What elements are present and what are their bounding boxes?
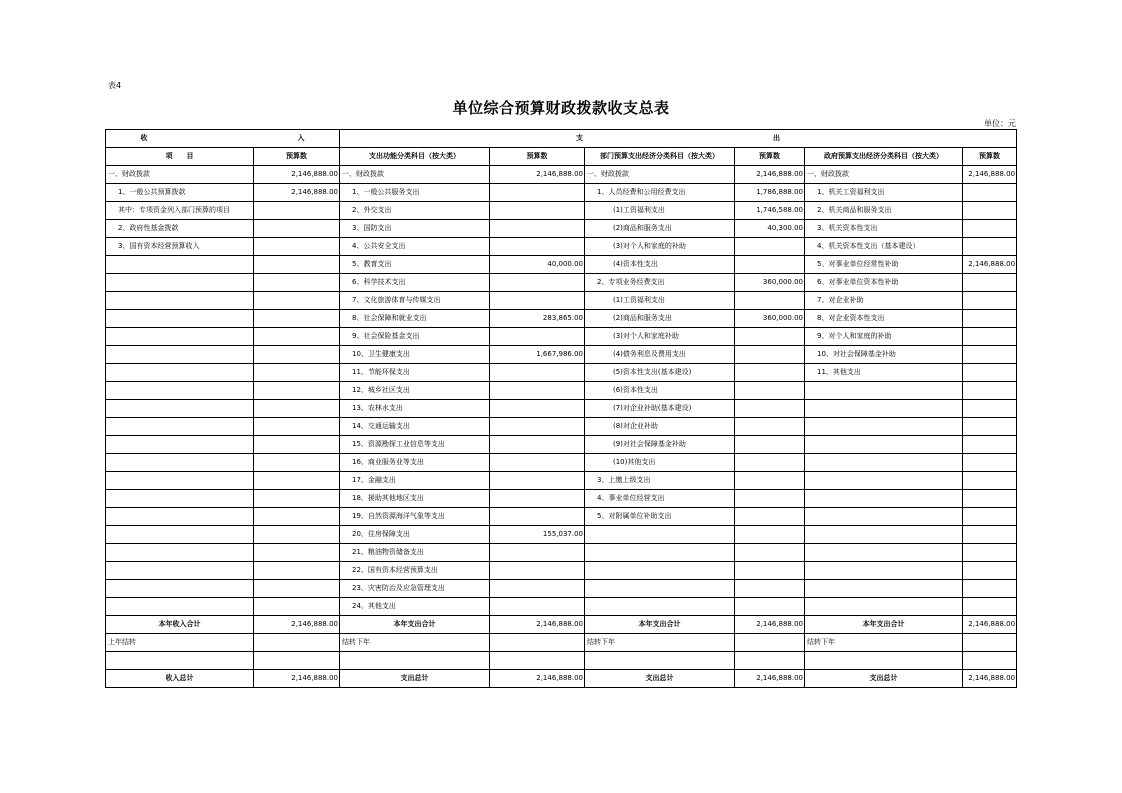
income-budget-cell <box>254 202 340 220</box>
page-title: 单位综合预算财政拨款收支总表 <box>452 99 670 117</box>
year-expense-label: 本年支出合计 <box>340 616 490 634</box>
dept-econ-budget-cell <box>735 490 805 508</box>
income-item-cell <box>106 418 254 436</box>
carry-prev-label: 上年结转 <box>106 634 254 652</box>
dept-econ-item-cell: 5、对附属单位补助支出 <box>585 508 735 526</box>
func-item-cell: 12、城乡社区支出 <box>340 382 490 400</box>
dept-econ-budget-cell <box>735 346 805 364</box>
income-budget-cell: 2,146,888.00 <box>254 184 340 202</box>
func-budget-cell <box>490 238 585 256</box>
func-budget-cell <box>490 508 585 526</box>
gov-econ-item-cell <box>805 544 963 562</box>
dept-econ-item-cell: (2)商品和服务支出 <box>585 310 735 328</box>
func-item-cell: 11、节能环保支出 <box>340 364 490 382</box>
income-budget-cell <box>254 310 340 328</box>
func-budget-cell <box>490 184 585 202</box>
func-budget-cell <box>490 436 585 454</box>
gov-econ-budget-cell <box>963 184 1017 202</box>
year-expense-value: 2,146,888.00 <box>490 616 585 634</box>
gov-econ-item-cell: 8、对企业资本性支出 <box>805 310 963 328</box>
income-budget-cell <box>254 562 340 580</box>
col-header-budget: 预算数 <box>963 148 1017 166</box>
expense-total-label: 支出总计 <box>805 670 963 688</box>
dept-econ-budget-cell <box>735 382 805 400</box>
func-item-cell: 3、国防支出 <box>340 220 490 238</box>
dept-econ-budget-cell <box>735 292 805 310</box>
income-item-cell <box>106 328 254 346</box>
carry-next-value <box>735 634 805 652</box>
dept-econ-item-cell: 2、专项业务经费支出 <box>585 274 735 292</box>
income-budget-cell <box>254 274 340 292</box>
income-total-value: 2,146,888.00 <box>254 670 340 688</box>
func-budget-cell <box>490 472 585 490</box>
gov-econ-budget-cell <box>963 544 1017 562</box>
gov-econ-item-cell: 3、机关资本性支出 <box>805 220 963 238</box>
dept-econ-budget-cell <box>735 454 805 472</box>
income-item-cell <box>106 508 254 526</box>
col-header-budget: 预算数 <box>254 148 340 166</box>
income-budget-cell <box>254 544 340 562</box>
dept-econ-budget-cell <box>735 526 805 544</box>
income-item-cell: 1、一般公共预算拨款 <box>106 184 254 202</box>
expense-total-label: 支出总计 <box>340 670 490 688</box>
dept-econ-budget-cell: 360,000.00 <box>735 274 805 292</box>
dept-econ-item-cell: 1、人员经费和公用经费支出 <box>585 184 735 202</box>
gov-econ-item-cell: 10、对社会保障基金补助 <box>805 346 963 364</box>
gov-econ-item-cell: 一、财政拨款 <box>805 166 963 184</box>
carry-next-value <box>490 634 585 652</box>
gov-econ-item-cell <box>805 382 963 400</box>
year-expense-value: 2,146,888.00 <box>735 616 805 634</box>
carry-next-label: 结转下年 <box>340 634 490 652</box>
gov-econ-budget-cell: 2,146,888.00 <box>963 166 1017 184</box>
gov-econ-item-cell <box>805 436 963 454</box>
income-budget-cell <box>254 580 340 598</box>
gov-econ-item-cell <box>805 508 963 526</box>
dept-econ-budget-cell <box>735 508 805 526</box>
gov-econ-item-cell <box>805 580 963 598</box>
dept-econ-item-cell: (1)工资福利支出 <box>585 202 735 220</box>
func-item-cell: 14、交通运输支出 <box>340 418 490 436</box>
income-budget-cell <box>254 292 340 310</box>
dept-econ-budget-cell <box>735 400 805 418</box>
func-budget-cell <box>490 418 585 436</box>
dept-econ-budget-cell: 1,746,588.00 <box>735 202 805 220</box>
expense-total-value: 2,146,888.00 <box>963 670 1017 688</box>
func-item-cell: 2、外交支出 <box>340 202 490 220</box>
dept-econ-item-cell: (7)对企业补助(基本建设) <box>585 400 735 418</box>
col-header-budget: 预算数 <box>735 148 805 166</box>
table-row <box>106 220 1017 238</box>
dept-econ-item-cell: (3)对个人和家庭的补助 <box>585 238 735 256</box>
dept-econ-item-cell: (6)资本性支出 <box>585 382 735 400</box>
gov-econ-budget-cell <box>963 310 1017 328</box>
income-budget-cell <box>254 220 340 238</box>
income-item-cell <box>106 580 254 598</box>
income-item-cell <box>106 310 254 328</box>
dept-econ-item-cell: 一、财政拨款 <box>585 166 735 184</box>
func-item-cell: 20、住房保障支出 <box>340 526 490 544</box>
table-row <box>106 490 1017 508</box>
dept-econ-item-cell: (1)工资福利支出 <box>585 292 735 310</box>
income-budget-cell <box>254 400 340 418</box>
func-budget-cell <box>490 292 585 310</box>
income-item-cell <box>106 562 254 580</box>
func-budget-cell <box>490 328 585 346</box>
gov-econ-budget-cell <box>963 328 1017 346</box>
table-row <box>106 400 1017 418</box>
unit-label: 单位：元 <box>984 119 1016 128</box>
income-budget-cell <box>254 418 340 436</box>
table-row <box>106 562 1017 580</box>
income-budget-cell <box>254 508 340 526</box>
income-item-cell <box>106 436 254 454</box>
func-item-cell: 22、国有资本经营预算支出 <box>340 562 490 580</box>
income-item-cell: 一、财政拨款 <box>106 166 254 184</box>
func-item-cell: 23、灾害防治及应急管理支出 <box>340 580 490 598</box>
income-item-cell <box>106 544 254 562</box>
func-budget-cell: 40,000.00 <box>490 256 585 274</box>
year-income-label: 本年收入合计 <box>106 616 254 634</box>
carry-prev-value <box>254 634 340 652</box>
func-item-cell: 4、公共安全支出 <box>340 238 490 256</box>
section-header-row <box>106 130 1017 148</box>
dept-econ-item-cell <box>585 562 735 580</box>
gov-econ-budget-cell <box>963 382 1017 400</box>
table-row <box>106 508 1017 526</box>
table-row <box>106 256 1017 274</box>
carry-next-value <box>963 634 1017 652</box>
gov-econ-item-cell <box>805 472 963 490</box>
func-budget-cell <box>490 400 585 418</box>
income-budget-cell <box>254 598 340 616</box>
func-item-cell: 10、卫生健康支出 <box>340 346 490 364</box>
income-item-cell <box>106 364 254 382</box>
dept-econ-item-cell: (10)其他支出 <box>585 454 735 472</box>
dept-econ-budget-cell <box>735 562 805 580</box>
gov-econ-budget-cell <box>963 238 1017 256</box>
gov-econ-item-cell: 2、机关商品和服务支出 <box>805 202 963 220</box>
table-row <box>106 580 1017 598</box>
gov-econ-budget-cell <box>963 508 1017 526</box>
income-section-header: 收 入 <box>106 130 340 148</box>
func-item-cell: 17、金融支出 <box>340 472 490 490</box>
col-header-gov-econ: 政府预算支出经济分类科目（按大类） <box>805 148 963 166</box>
table-row <box>106 364 1017 382</box>
func-budget-cell <box>490 544 585 562</box>
func-item-cell: 16、商业服务业等支出 <box>340 454 490 472</box>
func-budget-cell <box>490 364 585 382</box>
table-row <box>106 382 1017 400</box>
income-item-cell <box>106 526 254 544</box>
dept-econ-budget-cell: 40,300.00 <box>735 220 805 238</box>
gov-econ-item-cell <box>805 490 963 508</box>
gov-econ-budget-cell <box>963 526 1017 544</box>
table-row <box>106 472 1017 490</box>
income-item-cell <box>106 400 254 418</box>
gov-econ-item-cell <box>805 418 963 436</box>
col-header-func: 支出功能分类科目（按大类） <box>340 148 490 166</box>
income-budget-cell <box>254 364 340 382</box>
gov-econ-budget-cell <box>963 418 1017 436</box>
dept-econ-item-cell <box>585 580 735 598</box>
dept-econ-item-cell <box>585 598 735 616</box>
col-header-item: 项 目 <box>106 148 254 166</box>
income-item-cell <box>106 274 254 292</box>
dept-econ-budget-cell <box>735 418 805 436</box>
expense-total-value: 2,146,888.00 <box>490 670 585 688</box>
table-row <box>106 328 1017 346</box>
gov-econ-budget-cell <box>963 436 1017 454</box>
gov-econ-budget-cell <box>963 580 1017 598</box>
func-budget-cell <box>490 382 585 400</box>
dept-econ-budget-cell <box>735 364 805 382</box>
table-row <box>106 238 1017 256</box>
func-item-cell: 13、农林水支出 <box>340 400 490 418</box>
table-row <box>106 526 1017 544</box>
carry-next-label: 结转下年 <box>805 634 963 652</box>
year-expense-value: 2,146,888.00 <box>963 616 1017 634</box>
col-header-budget: 预算数 <box>490 148 585 166</box>
income-total-label: 收入总计 <box>106 670 254 688</box>
gov-econ-budget-cell <box>963 220 1017 238</box>
func-budget-cell: 283,865.00 <box>490 310 585 328</box>
year-total-row <box>106 616 1017 634</box>
table-row <box>106 202 1017 220</box>
gov-econ-budget-cell <box>963 202 1017 220</box>
income-item-cell <box>106 346 254 364</box>
table-row <box>106 436 1017 454</box>
gov-econ-item-cell: 5、对事业单位经常性补助 <box>805 256 963 274</box>
gov-econ-budget-cell <box>963 364 1017 382</box>
func-budget-cell <box>490 454 585 472</box>
year-expense-label: 本年支出合计 <box>805 616 963 634</box>
dept-econ-budget-cell: 2,146,888.00 <box>735 166 805 184</box>
gov-econ-budget-cell <box>963 274 1017 292</box>
func-budget-cell: 2,146,888.00 <box>490 166 585 184</box>
gov-econ-budget-cell <box>963 454 1017 472</box>
income-budget-cell <box>254 526 340 544</box>
income-item-cell: 2、政府性基金拨款 <box>106 220 254 238</box>
gov-econ-item-cell <box>805 400 963 418</box>
income-item-cell <box>106 382 254 400</box>
dept-econ-item-cell: (5)资本性支出(基本建设) <box>585 364 735 382</box>
gov-econ-budget-cell: 2,146,888.00 <box>963 256 1017 274</box>
gov-econ-budget-cell <box>963 598 1017 616</box>
gov-econ-item-cell: 9、对个人和家庭的补助 <box>805 328 963 346</box>
dept-econ-item-cell: 3、上缴上级支出 <box>585 472 735 490</box>
gov-econ-item-cell <box>805 454 963 472</box>
carryover-row <box>106 634 1017 652</box>
func-budget-cell <box>490 202 585 220</box>
table-row <box>106 346 1017 364</box>
income-item-cell <box>106 490 254 508</box>
func-item-cell: 1、一般公共服务支出 <box>340 184 490 202</box>
table-row <box>106 274 1017 292</box>
dept-econ-item-cell: (4)债务利息及费用支出 <box>585 346 735 364</box>
gov-econ-item-cell: 7、对企业补助 <box>805 292 963 310</box>
dept-econ-item-cell: (4)资本性支出 <box>585 256 735 274</box>
func-item-cell: 19、自然资源海洋气象等支出 <box>340 508 490 526</box>
func-budget-cell <box>490 274 585 292</box>
income-budget-cell <box>254 328 340 346</box>
income-item-cell: 3、国有资本经营预算收入 <box>106 238 254 256</box>
income-item-cell <box>106 454 254 472</box>
dept-econ-budget-cell <box>735 238 805 256</box>
income-item-cell <box>106 256 254 274</box>
dept-econ-item-cell: (8)对企业补助 <box>585 418 735 436</box>
dept-econ-budget-cell <box>735 328 805 346</box>
dept-econ-item-cell: (2)商品和服务支出 <box>585 220 735 238</box>
gov-econ-budget-cell <box>963 490 1017 508</box>
budget-table <box>105 129 1017 688</box>
dept-econ-item-cell <box>585 526 735 544</box>
func-item-cell: 一、财政拨款 <box>340 166 490 184</box>
gov-econ-item-cell <box>805 562 963 580</box>
func-item-cell: 24、其他支出 <box>340 598 490 616</box>
dept-econ-budget-cell <box>735 544 805 562</box>
gov-econ-budget-cell <box>963 292 1017 310</box>
income-item-cell <box>106 598 254 616</box>
func-budget-cell: 1,667,986.00 <box>490 346 585 364</box>
dept-econ-budget-cell: 1,786,888.00 <box>735 184 805 202</box>
income-budget-cell <box>254 454 340 472</box>
income-item-cell <box>106 292 254 310</box>
dept-econ-budget-cell: 360,000.00 <box>735 310 805 328</box>
carry-next-label: 结转下年 <box>585 634 735 652</box>
expense-section-header: 支 出 <box>340 130 1017 148</box>
income-budget-cell <box>254 490 340 508</box>
dept-econ-budget-cell <box>735 472 805 490</box>
dept-econ-item-cell: (3)对个人和家庭补助 <box>585 328 735 346</box>
func-budget-cell <box>490 598 585 616</box>
gov-econ-budget-cell <box>963 346 1017 364</box>
gov-econ-budget-cell <box>963 562 1017 580</box>
dept-econ-budget-cell <box>735 598 805 616</box>
gov-econ-item-cell: 6、对事业单位资本性补助 <box>805 274 963 292</box>
grand-total-row <box>106 670 1017 688</box>
income-budget-cell: 2,146,888.00 <box>254 166 340 184</box>
gov-econ-item-cell <box>805 526 963 544</box>
income-budget-cell <box>254 472 340 490</box>
table-row <box>106 544 1017 562</box>
income-item-cell: 其中：专项资金列入部门预算的项目 <box>106 202 254 220</box>
func-budget-cell <box>490 220 585 238</box>
gov-econ-budget-cell <box>963 400 1017 418</box>
table-row <box>106 598 1017 616</box>
dept-econ-item-cell <box>585 544 735 562</box>
func-item-cell: 21、粮油物资储备支出 <box>340 544 490 562</box>
expense-total-value: 2,146,888.00 <box>735 670 805 688</box>
table-row <box>106 310 1017 328</box>
income-budget-cell <box>254 436 340 454</box>
table-row <box>106 454 1017 472</box>
gov-econ-item-cell <box>805 598 963 616</box>
column-header-row <box>106 148 1017 166</box>
func-budget-cell: 155,037.00 <box>490 526 585 544</box>
year-expense-label: 本年支出合计 <box>585 616 735 634</box>
dept-econ-budget-cell <box>735 580 805 598</box>
gov-econ-item-cell: 11、其他支出 <box>805 364 963 382</box>
income-budget-cell <box>254 256 340 274</box>
income-item-cell <box>106 472 254 490</box>
table-row <box>106 292 1017 310</box>
expense-total-label: 支出总计 <box>585 670 735 688</box>
func-item-cell: 8、社会保障和就业支出 <box>340 310 490 328</box>
blank-row <box>106 652 1017 670</box>
func-budget-cell <box>490 580 585 598</box>
func-item-cell: 9、社会保险基金支出 <box>340 328 490 346</box>
func-budget-cell <box>490 490 585 508</box>
income-budget-cell <box>254 382 340 400</box>
func-item-cell: 15、资源勘探工业信息等支出 <box>340 436 490 454</box>
table-row <box>106 184 1017 202</box>
dept-econ-budget-cell <box>735 436 805 454</box>
income-budget-cell <box>254 238 340 256</box>
func-item-cell: 18、援助其他地区支出 <box>340 490 490 508</box>
gov-econ-item-cell: 1、机关工资福利支出 <box>805 184 963 202</box>
income-budget-cell <box>254 346 340 364</box>
func-item-cell: 6、科学技术支出 <box>340 274 490 292</box>
dept-econ-item-cell: (9)对社会保障基金补助 <box>585 436 735 454</box>
table-code: 表4 <box>108 81 122 90</box>
dept-econ-budget-cell <box>735 256 805 274</box>
year-income-value: 2,146,888.00 <box>254 616 340 634</box>
gov-econ-budget-cell <box>963 472 1017 490</box>
func-budget-cell <box>490 562 585 580</box>
table-row <box>106 418 1017 436</box>
table-row <box>106 166 1017 184</box>
dept-econ-item-cell: 4、事业单位经营支出 <box>585 490 735 508</box>
func-item-cell: 7、文化旅游体育与传媒支出 <box>340 292 490 310</box>
col-header-dept-econ: 部门预算支出经济分类科目（按大类） <box>585 148 735 166</box>
gov-econ-item-cell: 4、机关资本性支出（基本建设） <box>805 238 963 256</box>
func-item-cell: 5、教育支出 <box>340 256 490 274</box>
